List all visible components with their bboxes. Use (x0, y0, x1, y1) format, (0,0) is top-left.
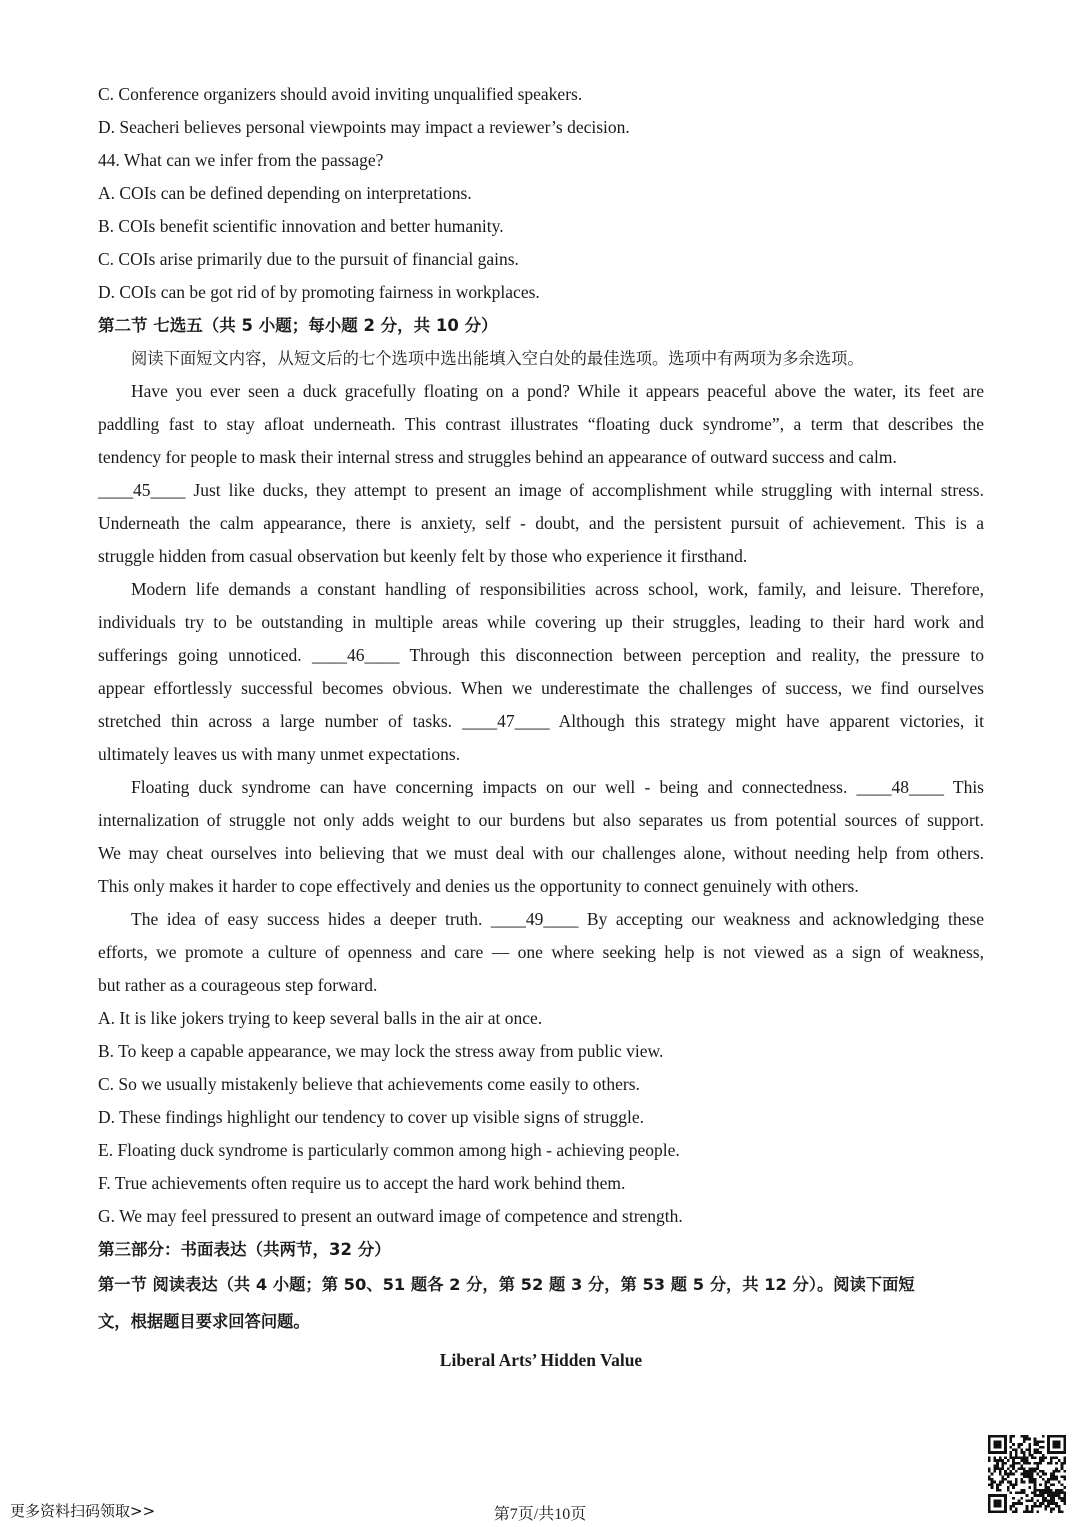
part3-section1-line1: 第一节 阅读表达（共 4 小题；第 50、51 题各 2 分，第 52 题 3 分，第 53 题 5 分，共 12 分）。阅读下面短 (98, 1275, 915, 1294)
passage-line: tendency for people to mask their internal stress and struggles behind an appearance of outward success and calm. (98, 447, 897, 467)
passage-line: Underneath the calm appearance, there is anxiety, self - doubt, and the persistent pursuit of achievement. This is a (98, 513, 984, 533)
cloze-option: E. Floating duck syndrome is particularly common among high - achieving people. (98, 1140, 680, 1160)
footer-promo[interactable]: 更多资料扫码领取>> (10, 1502, 156, 1520)
passage-line: This only makes it harder to cope effectively and denies us the opportunity to connect genuinely with others. (98, 876, 859, 896)
page-number: 第7页/共10页 (493, 1506, 587, 1523)
qr-code-icon[interactable] (988, 1435, 1066, 1513)
q44-option-a: A. COIs can be defined depending on interpretations. (98, 183, 472, 203)
cloze-option: A. It is like jokers trying to keep several balls in the air at once. (98, 1008, 543, 1028)
q43-option-c: C. Conference organizers should avoid inviting unqualified speakers. (98, 84, 583, 104)
q43-option-d: D. Seacheri believes personal viewpoints may impact a reviewer’s decision. (98, 117, 630, 137)
passage-line: Modern life demands a constant handling of responsibilities across school, work, family, and leisure. Therefore, (131, 579, 984, 599)
cloze-option: B. To keep a capable appearance, we may lock the stress away from public view. (98, 1041, 664, 1061)
passage-line: appear effortlessly successful becomes obvious. When we underestimate the challenges of success, we find ourselves (98, 678, 984, 698)
passage-line: paddling fast to stay afloat underneath. This contrast illustrates “floating duck syndrome”, a term that describes the (98, 414, 984, 434)
q44-option-b: B. COIs benefit scientific innovation and better humanity. (98, 216, 504, 236)
passage-line: struggle hidden from casual observation but keenly felt by those who experience it firsthand. (98, 546, 748, 566)
passage-line: Floating duck syndrome can have concerning impacts on our well - being and connectedness. ____48____ This (131, 777, 984, 797)
q44-option-c: C. COIs arise primarily due to the pursuit of financial gains. (98, 249, 519, 269)
passage-line: efforts, we promote a culture of openness and care — one where seeking help is not viewed as a sign of weakness, (98, 942, 984, 962)
cloze-option: G. We may feel pressured to present an outward image of competence and strength. (98, 1206, 683, 1226)
passage-line: individuals try to be outstanding in multiple areas while covering up their struggles, leading to their hard work and (98, 612, 984, 632)
passage-line: sufferings going unnoticed. ____46____ Through this disconnection between perception and reality, the pressure to (98, 645, 984, 665)
passage-line: stretched thin across a large number of tasks. ____47____ Although this strategy might have apparent victories, it (98, 711, 984, 731)
passage-line: ____45____ Just like ducks, they attempt to present an image of accomplishment while struggling with internal stress. (98, 480, 984, 500)
q44-stem: 44. What can we infer from the passage? (98, 150, 384, 170)
part3-section1-line2: 文，根据题目要求回答问题。 (98, 1312, 310, 1331)
part3-heading: 第三部分：书面表达（共两节，32 分） (98, 1240, 391, 1259)
passage-line: We may cheat ourselves into believing that we must deal with our challenges alone, without needing help from others. (98, 843, 984, 863)
cloze-options (98, 1002, 984, 1233)
passage-line: internalization of struggle not only adds weight to our burdens but also separates us from potential sources of support. (98, 810, 984, 830)
cloze-option: C. So we usually mistakenly believe that achievements come easily to others. (98, 1074, 640, 1094)
cloze-option: D. These findings highlight our tendency to cover up visible signs of struggle. (98, 1107, 644, 1127)
section2-instruction: 阅读下面短文内容，从短文后的七个选项中选出能填入空白处的最佳选项。选项中有两项为多余选项。 (131, 349, 864, 368)
passage-title: Liberal Arts’ Hidden Value (439, 1350, 643, 1370)
section2-heading: 第二节 七选五（共 5 小题；每小题 2 分，共 10 分） (98, 316, 498, 335)
passage-line: but rather as a courageous step forward. (98, 975, 378, 995)
cloze-passage (98, 375, 984, 1002)
cloze-option: F. True achievements often require us to accept the hard work behind them. (98, 1173, 626, 1193)
q44-option-d: D. COIs can be got rid of by promoting fairness in workplaces. (98, 282, 540, 302)
passage-line: ultimately leaves us with many unmet expectations. (98, 744, 461, 764)
passage-line: Have you ever seen a duck gracefully floating on a pond? While it appears peaceful above the water, its feet are (131, 381, 984, 401)
passage-line: The idea of easy success hides a deeper truth. ____49____ By accepting our weakness and acknowledging these (131, 909, 984, 929)
exam-page (98, 78, 984, 1377)
